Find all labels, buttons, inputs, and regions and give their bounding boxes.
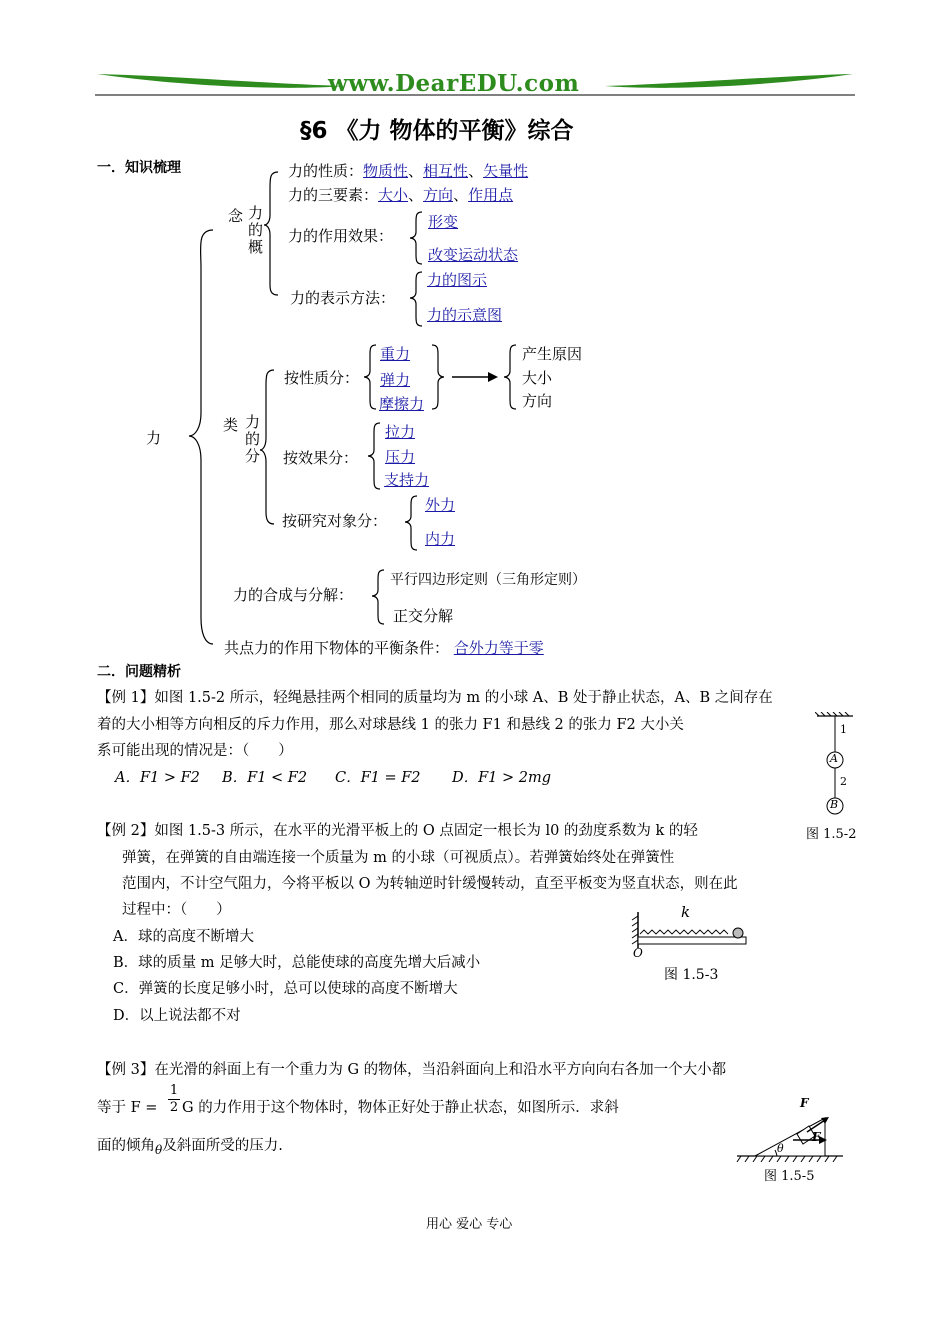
fraction-numerator: 1 (169, 1083, 179, 1098)
sep-1: 、 (408, 162, 424, 180)
fig3-caption: 图 1.5-5 (764, 1169, 815, 1184)
concept-label-a: 念 (228, 207, 244, 225)
ex3-fraction (168, 1083, 180, 1116)
ex2-option-b[interactable]: B．球的质量 m 足够大时，总能使球的高度先增大后减小 (113, 955, 481, 971)
orthogonal-decomposition: 正交分解 (393, 607, 454, 625)
fig1-label-2: 2 (840, 775, 847, 788)
concept-brace (262, 170, 282, 300)
force-pressure[interactable]: 压力 (385, 448, 416, 466)
fig3-label-f1: F (800, 1096, 809, 1110)
force-external[interactable]: 外力 (425, 496, 456, 514)
ex1-line1: 【例 1】如图 1.5-2 所示，轻绳悬挂两个相同的质量均为 m 的小球 A、B 处于静止状态，A、B 之间存在 (97, 690, 773, 706)
class-brace (258, 368, 278, 528)
effect-brace (408, 210, 428, 266)
aspect-cause: 产生原因 (522, 345, 583, 363)
ex2-option-c[interactable]: C．弹簧的长度足够小时，总可以使球的高度不断增大 (113, 981, 458, 997)
ex2-line1: 【例 2】如图 1.5-3 所示，在水平的光滑平板上的 O 点固定一根长为 l0 的劲度系数为 k 的轻 (97, 823, 698, 839)
force-repr-prefix: 力的表示方法： (290, 289, 396, 307)
composition-brace (370, 568, 390, 626)
logo-text[interactable]: www.DearEDU.com (328, 70, 580, 97)
ex2-line2: 弹簧，在弹簧的自由端连接一个质量为 m 的小球（可视质点）。若弹簧始终处在弹簧性 (122, 850, 675, 866)
ex1-line3: 系可能出现的情况是：（ ） (97, 743, 293, 759)
repr-brace (408, 270, 428, 328)
by-nature-close-brace (428, 343, 448, 411)
ex1-line2: 着的大小相等方向相反的斥力作用，那么对球悬线 1 的张力 F1 和悬线 2 的张力 F2 大小关 (97, 717, 684, 733)
by-object-prefix: 按研究对象分： (282, 512, 388, 530)
ex1-option-a[interactable]: A．F1 > F2 (115, 770, 200, 786)
class-label-a: 类 (223, 416, 239, 434)
equilibrium-row (224, 637, 544, 658)
page-title: §6 《力 物体的平衡》综合 (300, 118, 574, 144)
ex2-line4: 过程中：（ ） (122, 902, 231, 918)
nature-mutual[interactable]: 相互性 (423, 162, 469, 180)
element-direction[interactable]: 方向 (423, 186, 454, 204)
root-brace (185, 228, 215, 648)
incline-figure (735, 1094, 847, 1164)
force-internal[interactable]: 内力 (425, 530, 456, 548)
by-nature-prefix: 按性质分： (284, 369, 360, 387)
tree-root-label: 力 (146, 429, 162, 447)
ex2-option-a[interactable]: A．球的高度不断增大 (113, 929, 254, 945)
ex1-option-c[interactable]: C．F1 = F2 (335, 770, 421, 786)
force-tension[interactable]: 拉力 (385, 423, 416, 441)
force-friction[interactable]: 摩擦力 (379, 395, 425, 413)
ex2-option-d[interactable]: D．以上说法都不对 (113, 1008, 241, 1024)
fig2-caption: 图 1.5-3 (664, 967, 719, 983)
composition-prefix: 力的合成与分解： (233, 586, 354, 604)
arrow-icon (452, 370, 502, 384)
force-elements-prefix: 力的三要素： (288, 186, 379, 204)
fig1-label-a: A (830, 752, 838, 765)
ex1-option-d[interactable]: D．F1 > 2mg (452, 770, 552, 786)
force-nature-prefix: 力的性质： (288, 162, 364, 180)
force-support[interactable]: 支持力 (384, 471, 430, 489)
nature-material[interactable]: 物质性 (363, 162, 409, 180)
class-label-b: 力 的 分 (245, 413, 261, 465)
equilibrium-prefix: 共点力的作用下物体的平衡条件： (224, 639, 450, 657)
aspect-magnitude: 大小 (522, 369, 553, 387)
effect-motion[interactable]: 改变运动状态 (428, 246, 519, 264)
ex1-option-b[interactable]: B．F1 < F2 (222, 770, 308, 786)
ex2-line3: 范围内，不计空气阻力，今将平板以 O 为转轴逆时针缓慢转动，直至平板变为竖直状态，则在此 (122, 876, 738, 892)
concept-label-b: 力 的 概 (248, 204, 264, 256)
section2-heading: 二．问题精析 (97, 664, 181, 680)
effect-deform[interactable]: 形变 (428, 213, 459, 231)
nature-vector[interactable]: 矢量性 (483, 162, 529, 180)
fig2-label-o: O (633, 946, 643, 960)
repr-diagram[interactable]: 力的图示 (427, 271, 488, 289)
force-effect-prefix: 力的作用效果： (288, 227, 394, 245)
repr-sketch[interactable]: 力的示意图 (427, 306, 503, 324)
element-point[interactable]: 作用点 (468, 186, 514, 204)
sep-2: 、 (468, 162, 484, 180)
force-nature-row (288, 160, 528, 181)
page-footer: 用心 爱心 专心 (426, 1217, 513, 1232)
ex3-line3-prefix: 面的倾角 (97, 1138, 155, 1154)
ex3-line2-prefix: 等于 F = (97, 1100, 158, 1116)
theta-symbol: θ (155, 1143, 163, 1157)
force-elements-row (288, 184, 513, 205)
ex3-line2-suffix: G 的力作用于这个物体时，物体正好处于静止状态，如图所示．求斜 (182, 1100, 619, 1116)
parallelogram-rule: 平行四边形定则（三角形定则） (390, 572, 586, 588)
fig2-label-k: k (681, 903, 691, 921)
ex3-line1: 【例 3】在光滑的斜面上有一个重力为 G 的物体，当沿斜面向上和沿水平方向向右各加一个大小都 (97, 1062, 727, 1078)
fraction-denominator: 2 (169, 1100, 179, 1115)
element-magnitude[interactable]: 大小 (378, 186, 409, 204)
ex3-line3 (97, 1134, 283, 1155)
section1-heading: 一．知识梳理 (97, 160, 181, 176)
sep-4: 、 (453, 186, 469, 204)
equilibrium-value[interactable]: 合外力等于零 (453, 639, 544, 657)
by-effect-brace (366, 421, 386, 491)
fig1-label-b: B (830, 798, 839, 811)
fig1-label-1: 1 (840, 723, 847, 736)
fig1-caption: 图 1.5-2 (806, 827, 857, 842)
aspects-brace (502, 343, 522, 411)
ex3-line3-suffix: 及斜面所受的压力. (162, 1138, 283, 1154)
force-elastic[interactable]: 弹力 (380, 371, 411, 389)
force-gravity[interactable]: 重力 (380, 345, 411, 363)
fig3-label-theta: θ (777, 1142, 784, 1155)
by-object-brace (403, 494, 423, 552)
sep-3: 、 (408, 186, 424, 204)
by-effect-prefix: 按效果分： (283, 449, 359, 467)
fig3-label-f2: F (812, 1130, 821, 1144)
aspect-direction: 方向 (522, 392, 553, 410)
